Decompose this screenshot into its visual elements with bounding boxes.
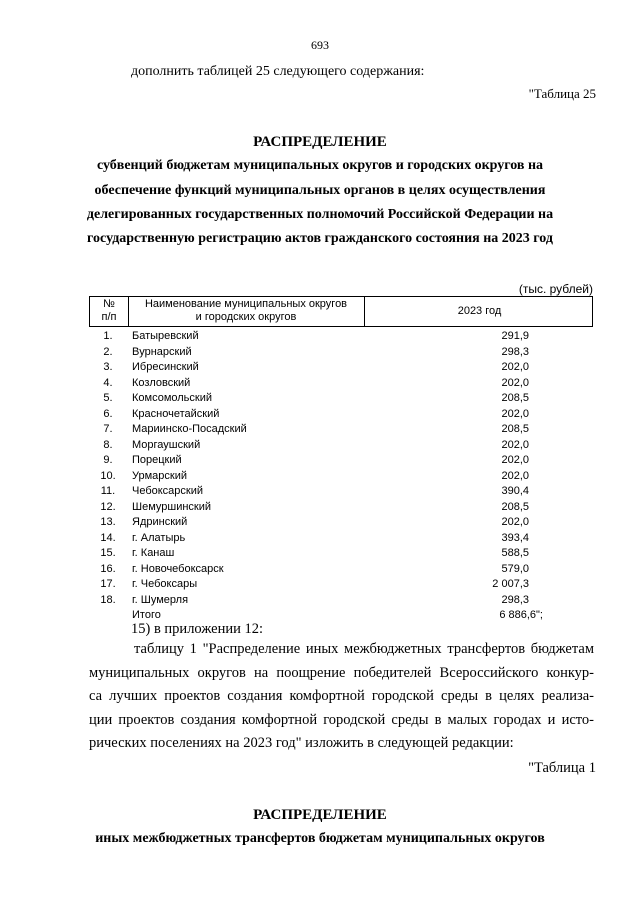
page-number: 693	[311, 38, 329, 52]
row-name: Комсомольский	[132, 392, 213, 404]
table-row	[89, 438, 529, 454]
paragraph-line-4: ции проектов создания комфортной городской среды в малых городах и исто-	[89, 711, 594, 728]
row-value: 208,5	[501, 500, 529, 513]
row-number: 2.	[103, 345, 113, 358]
row-value: 208,5	[501, 423, 529, 435]
row-value: 202,0	[501, 438, 529, 451]
row-value: 202,0	[501, 516, 529, 528]
row-name: Ядринский	[132, 516, 188, 528]
table-row	[89, 500, 529, 516]
row-name: Мариинско-Посадский	[132, 423, 247, 435]
table-row	[89, 469, 529, 485]
table25-reference: "Таблица 25	[528, 86, 596, 101]
row-value: 2 007,3	[492, 578, 529, 590]
row-value: 579,0	[501, 562, 529, 575]
table-row	[89, 562, 529, 578]
row-number: 11.	[100, 485, 116, 497]
row-number: 10.	[100, 469, 116, 482]
table-row	[89, 376, 529, 392]
paragraph-line-2: муниципальных округов на поощрение победителей Всероссийского конкур-	[89, 664, 594, 681]
row-number: 8.	[103, 438, 113, 451]
table-row	[89, 546, 529, 562]
row-number: 1.	[103, 330, 113, 342]
unit-label: (тыс. рублей)	[518, 282, 593, 296]
row-number: 17.	[100, 578, 116, 590]
row-name: Порецкий	[132, 454, 182, 466]
row-value: 291,9	[501, 330, 529, 342]
row-value: 202,0	[501, 454, 529, 466]
row-number: 15.	[100, 547, 116, 559]
row-value: 393,4	[501, 531, 529, 544]
total-value: 6 886,6";	[499, 609, 543, 621]
table-row	[89, 484, 529, 500]
row-name: Шемуршинский	[132, 500, 212, 513]
table-header	[89, 296, 593, 327]
table-row	[89, 391, 529, 407]
row-number: 5.	[103, 392, 113, 404]
item-15: 15) в приложении 12:	[131, 621, 264, 637]
header-year: 2023 год	[457, 305, 502, 317]
header-name: Наименование муниципальных округов и городских округов	[128, 297, 365, 327]
row-name: Ибресинский	[132, 361, 199, 373]
row-value: 208,5	[501, 392, 529, 404]
section2-subtitle: иных межбюджетных трансфертов бюджетам муниципальных округов	[95, 831, 545, 846]
row-number: 7.	[103, 423, 113, 435]
row-number: 4.	[103, 376, 113, 389]
table-row	[89, 345, 529, 361]
row-value: 298,3	[501, 345, 529, 358]
row-name: Красночетайский	[132, 407, 220, 420]
table-row	[89, 577, 529, 593]
row-name: г. Новочебоксарск	[132, 562, 224, 575]
table1-reference: "Таблица 1	[528, 760, 596, 776]
section1-subtitle-line-1: субвенций бюджетам муниципальных округов и городских округов на	[96, 158, 544, 173]
row-name: г. Шумерля	[132, 593, 189, 606]
table-body	[89, 329, 543, 624]
row-number: 13.	[100, 516, 116, 528]
table-row	[89, 360, 529, 376]
section1-subtitle-line-4: государственную регистрацию актов гражданского состояния на 2023 год	[87, 231, 553, 246]
table-row	[89, 515, 529, 531]
paragraph	[89, 638, 594, 756]
row-value: 202,0	[501, 376, 529, 389]
row-value: 202,0	[501, 361, 529, 373]
table-row	[89, 329, 529, 345]
row-number: 6.	[103, 407, 113, 420]
intro-text: дополнить таблицей 25 следующего содержания:	[131, 64, 425, 79]
row-value: 202,0	[501, 469, 529, 482]
table-row	[89, 453, 529, 469]
row-value: 588,5	[501, 547, 529, 559]
row-number: 16.	[100, 562, 116, 575]
section1-subtitle-line-2: обеспечение функций муниципальных органов в целях осуществления	[94, 183, 546, 198]
row-number: 3.	[103, 361, 113, 373]
header-num: № п/п	[90, 297, 129, 327]
table-row	[89, 531, 529, 547]
row-number: 18.	[100, 593, 116, 606]
paragraph-line-1: таблицу 1 "Распределение иных межбюджетных трансфертов бюджетам	[134, 641, 594, 657]
table-row	[89, 593, 529, 609]
total-label: Итого	[132, 609, 161, 621]
row-value: 298,3	[501, 593, 529, 606]
paragraph-line-5: рических поселениях на 2023 год" изложить в следующей редакции:	[89, 735, 514, 751]
table-row	[89, 422, 529, 438]
row-value: 202,0	[501, 407, 529, 420]
row-name: г. Чебоксары	[132, 578, 198, 590]
row-name: Урмарский	[132, 469, 188, 482]
row-number: 9.	[103, 454, 113, 466]
section1-title: РАСПРЕДЕЛЕНИЕ	[253, 134, 387, 150]
row-number: 14.	[100, 531, 116, 544]
row-name: Моргаушский	[132, 438, 201, 451]
row-name: г. Алатырь	[132, 531, 186, 544]
row-value: 390,4	[501, 485, 529, 497]
paragraph-line-3: са лучших проектов создания комфортной городской среды в целях реализа-	[89, 688, 594, 704]
section2-title: РАСПРЕДЕЛЕНИЕ	[253, 807, 387, 823]
table-row	[89, 407, 529, 423]
row-number: 12.	[100, 500, 116, 513]
section1-subtitle-line-3: делегированных государственных полномочий Российской Федерации на	[86, 207, 554, 222]
row-name: Чебоксарский	[132, 485, 204, 497]
row-name: г. Канаш	[132, 547, 175, 559]
row-name: Козловский	[132, 376, 191, 389]
row-name: Вурнарский	[132, 345, 192, 358]
row-name: Батыревский	[132, 330, 199, 342]
